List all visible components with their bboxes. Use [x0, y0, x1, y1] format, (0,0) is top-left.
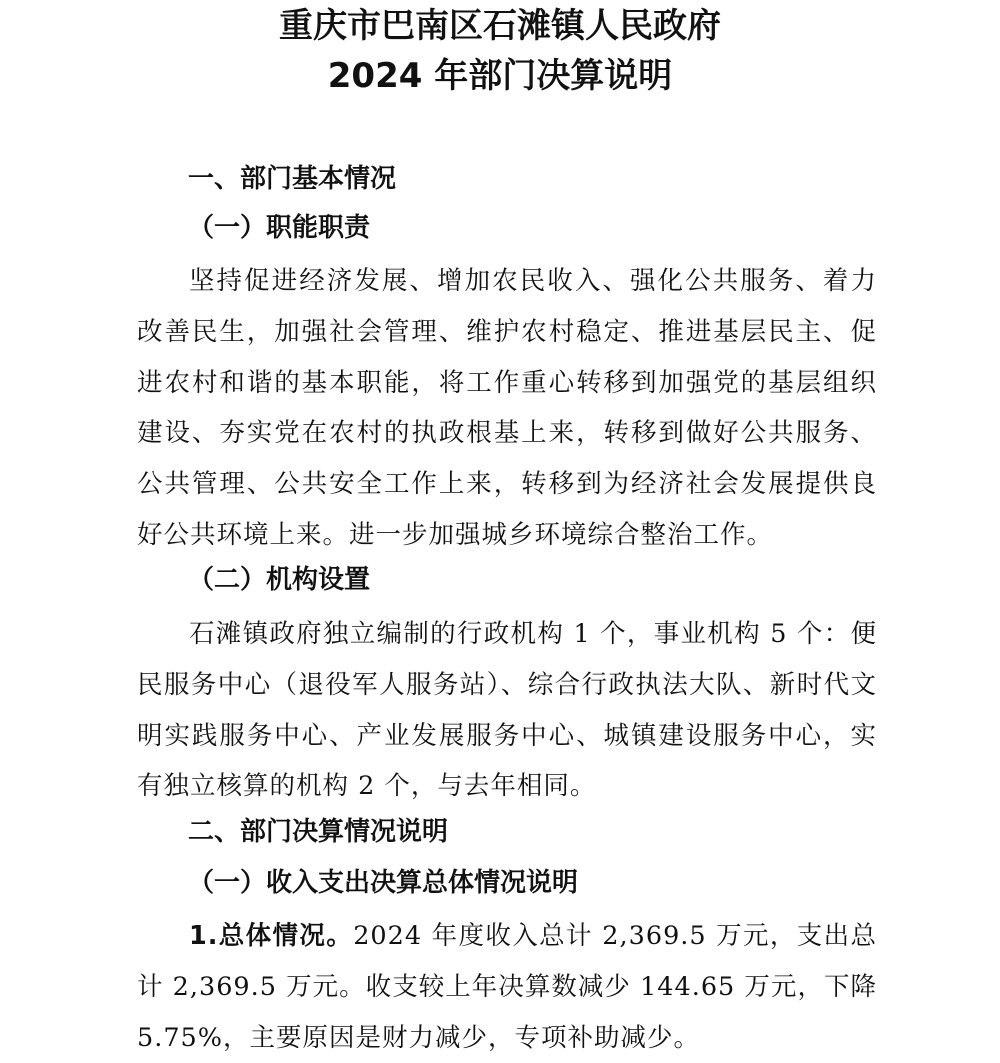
overall-paragraph [137, 911, 877, 1063]
section1-heading: 一、部门基本情况 [188, 164, 397, 194]
document-title-line2: 2024 年部门决算说明 [327, 56, 673, 96]
section1-sub2-heading: （二）机构设置 [188, 565, 371, 595]
functions-paragraph: 坚持促进经济发展、增加农民收入、强化公共服务、着力改善民生，加强社会管理、维护农村稳定、推进基层民主、促进农村和谐的基本职能，将工作重心转移到加强党的基层组织建设、夯实党在农村的执政根基上来，转移到做好公共服务、公共管理、公共安全工作上来，转移到为经济社会发展提供良好公共环境上来。进一步加强城乡环境综合整治工作。 [137, 266, 877, 550]
document-title-line1: 重庆市巴南区石滩镇人民政府 [279, 6, 721, 46]
section1-sub1-heading: （一）职能职责 [188, 213, 371, 243]
overall-text: 2024 年度收入总计 2,369.5 万元，支出总计 2,369.5 万元。收支较上年决算数减少 144.65 万元，下降 5.75%，主要原因是财力减少，专项补助减少。 [137, 921, 877, 1053]
section2-sub1-heading: （一）收入支出决算总体情况说明 [188, 868, 579, 898]
overall-lead: 1.总体情况。 [189, 921, 354, 951]
section2-heading: 二、部门决算情况说明 [188, 817, 449, 847]
organization-paragraph: 石滩镇政府独立编制的行政机构 1 个，事业机构 5 个：便民服务中心（退役军人服务站）、综合行政执法大队、新时代文明实践服务中心、产业发展服务中心、城镇建设服务中心，实有独立核算的机构 2 个，与去年相同。 [137, 619, 877, 802]
